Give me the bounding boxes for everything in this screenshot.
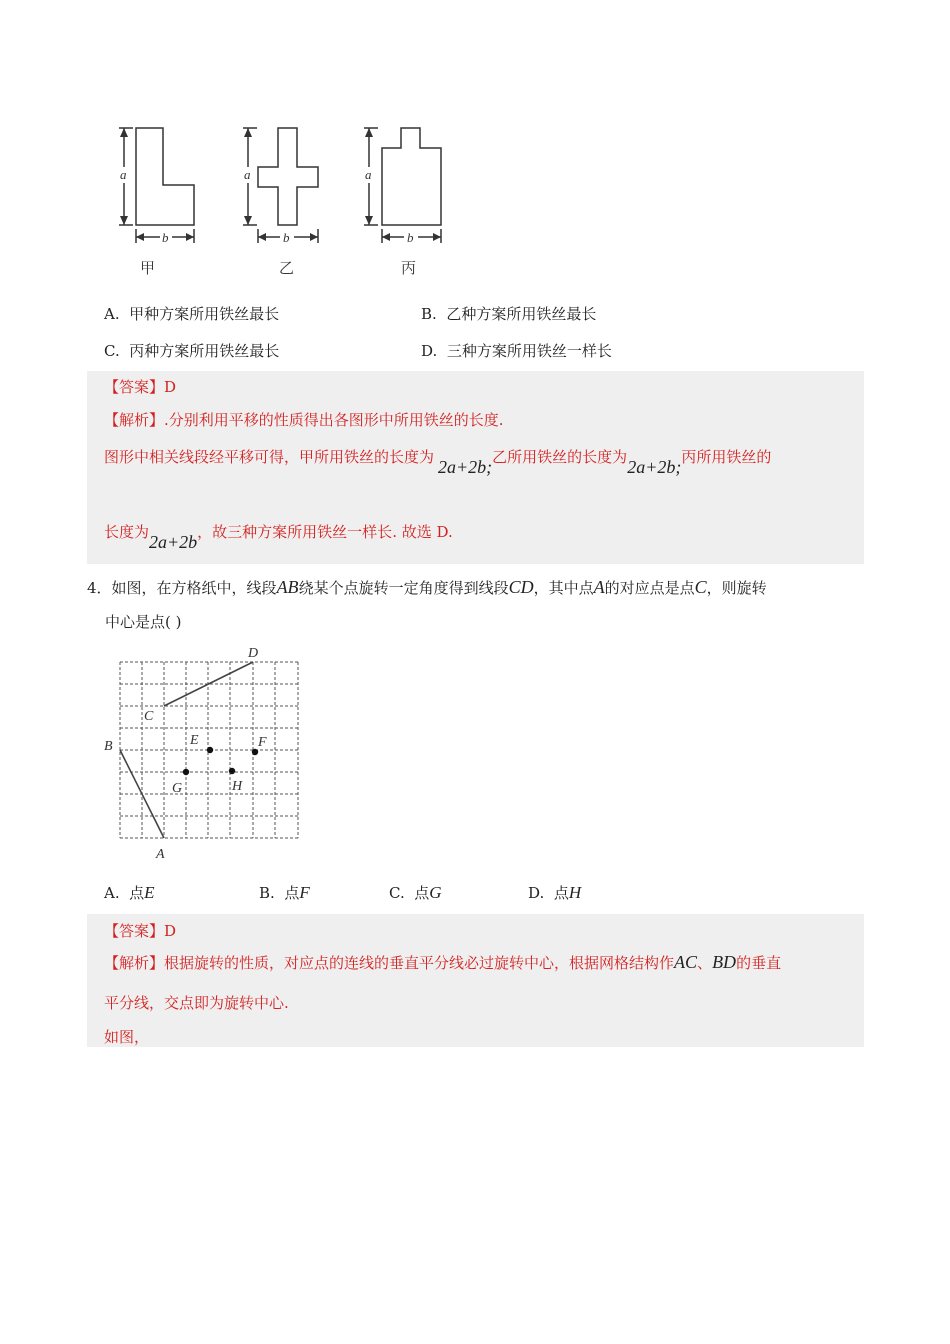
q4-option-b[interactable] [259, 882, 310, 903]
q4-dun: 、 [697, 954, 713, 972]
label-b-2: b [283, 230, 290, 245]
q3-option-a-text: 甲种方案所用铁丝最长 [129, 305, 280, 323]
q3-analysis-p5: ，故三种方案所用铁丝一样长 [197, 523, 393, 541]
q4-option-c-letter: C. [389, 884, 405, 902]
q4-option-b-var: F [299, 883, 310, 902]
q3-option-b[interactable] [421, 303, 596, 324]
caption-yi: 乙 [279, 259, 295, 277]
q3-semicolon-2: ; [675, 457, 682, 477]
q3-expr-jia: 2a+2b [438, 457, 487, 477]
q4-analysis-line2: 平分线，交点即为旋转中心. [104, 994, 289, 1012]
q3-option-a[interactable] [104, 303, 279, 324]
q3-option-d-text: 三种方案所用铁丝一样长 [446, 342, 612, 360]
q4-stem1: 如图，在方格纸中，线段 [111, 579, 277, 597]
q3-answer-box [87, 371, 864, 564]
q3-expr-bing: 2a+2b [149, 532, 198, 552]
grid-label-a: A [156, 847, 165, 862]
grid-figure [100, 640, 310, 865]
q3-option-a-letter: A. [104, 305, 120, 323]
q3-analysis-p1: 图形中相关线段经平移可得，甲所用铁丝的长度为 [104, 448, 435, 466]
q4-analysis-t1: 根据旋转的性质，对应点的连线的垂直平分线必过旋转中心，根据网格结构作 [164, 954, 675, 972]
point-g [183, 769, 189, 775]
label-a-1: a [120, 167, 127, 182]
q4-ab: AB [276, 577, 299, 597]
q3-analysis-p2: 乙所用铁丝的长度为 [492, 448, 628, 466]
grid-label-h: H [232, 779, 243, 794]
caption-jia: 甲 [140, 259, 156, 277]
shape-yi [258, 128, 318, 225]
q4-analysis-line3: 如图， [104, 1028, 150, 1046]
q3-analysis-p6: . 故选 D. [392, 523, 453, 541]
label-b-3: b [407, 230, 414, 245]
q4-answer [104, 920, 176, 941]
q4-option-c-var: G [429, 883, 442, 902]
q4-option-d-var: H [568, 883, 582, 902]
q3-answer [104, 376, 176, 397]
q3-option-d-letter: D. [421, 342, 438, 360]
q4-cd: CD [508, 577, 534, 597]
q4-option-d[interactable] [528, 882, 581, 903]
grid-label-d: D [248, 646, 259, 661]
q4-option-c[interactable] [389, 882, 442, 903]
q3-analysis-line1 [104, 409, 504, 430]
q4-stem2: 绕某个点旋转一定角度得到线段 [298, 579, 509, 597]
grid-label-g: G [172, 781, 183, 796]
q3-option-c-letter: C. [104, 342, 120, 360]
caption-bing: 丙 [401, 259, 417, 277]
q3-option-b-letter: B. [421, 305, 437, 323]
point-e [207, 747, 213, 753]
shape-jia [136, 128, 194, 225]
q3-expr-yi: 2a+2b [627, 457, 676, 477]
point-h [229, 768, 235, 774]
shape-bing [382, 128, 441, 225]
q3-analysis-text1: .分别利用平移的性质得出各图形中所用铁丝的长度. [164, 411, 504, 429]
q3-answer-label: 【答案】 [104, 378, 165, 396]
q4-answer-box [87, 914, 864, 1047]
q4-stem [87, 570, 864, 639]
q3-analysis-line2 [104, 446, 772, 477]
q4-analysis-t2: 的垂直 [736, 954, 782, 972]
q4-option-b-letter: B. [259, 884, 275, 902]
q4-stem5: ，则旋转 [706, 579, 767, 597]
label-a-2: a [244, 167, 251, 182]
q4-number: 4． [87, 579, 112, 597]
q4-option-a-letter: A. [104, 884, 120, 902]
grid-label-c: C [144, 709, 154, 724]
grid-label-e: E [190, 733, 199, 748]
q4-option-d-letter: D. [528, 884, 545, 902]
label-b-1: b [162, 230, 169, 245]
q3-option-b-text: 乙种方案所用铁丝最长 [446, 305, 597, 323]
q4-option-a[interactable] [104, 882, 155, 903]
q4-analysis-label: 【解析】 [104, 954, 165, 972]
q4-ac: AC [674, 952, 698, 972]
q4-option-a-var: E [144, 883, 155, 902]
q4-stem6: 中心是点( ) [105, 613, 182, 631]
q4-a: A [593, 577, 605, 597]
q4-option-c-text: 点 [414, 884, 430, 902]
grid-label-f: F [258, 735, 267, 750]
q3-option-d[interactable] [421, 340, 612, 361]
q4-option-b-text: 点 [284, 884, 300, 902]
q4-option-a-text: 点 [129, 884, 145, 902]
q4-stem4: 的对应点是点 [604, 579, 695, 597]
q4-bd: BD [712, 952, 737, 972]
q3-analysis-line3 [104, 521, 453, 552]
q3-option-c[interactable] [104, 340, 279, 361]
grid-label-b: B [104, 739, 113, 754]
q3-option-c-text: 丙种方案所用铁丝最长 [129, 342, 280, 360]
q3-analysis-p4: 长度为 [104, 523, 150, 541]
q4-analysis-line1 [104, 952, 781, 973]
q4-answer-label: 【答案】 [104, 922, 165, 940]
q3-analysis-label: 【解析】 [104, 411, 165, 429]
q4-option-d-text: 点 [553, 884, 569, 902]
q4-c: C [694, 577, 707, 597]
q4-answer-value: D [164, 922, 177, 940]
label-a-3: a [365, 167, 372, 182]
q4-stem3: ，其中点 [533, 579, 594, 597]
q3-answer-value: D [164, 378, 177, 396]
q3-semicolon-1: ; [486, 457, 493, 477]
q3-analysis-p3: 丙所用铁丝的 [681, 448, 772, 466]
